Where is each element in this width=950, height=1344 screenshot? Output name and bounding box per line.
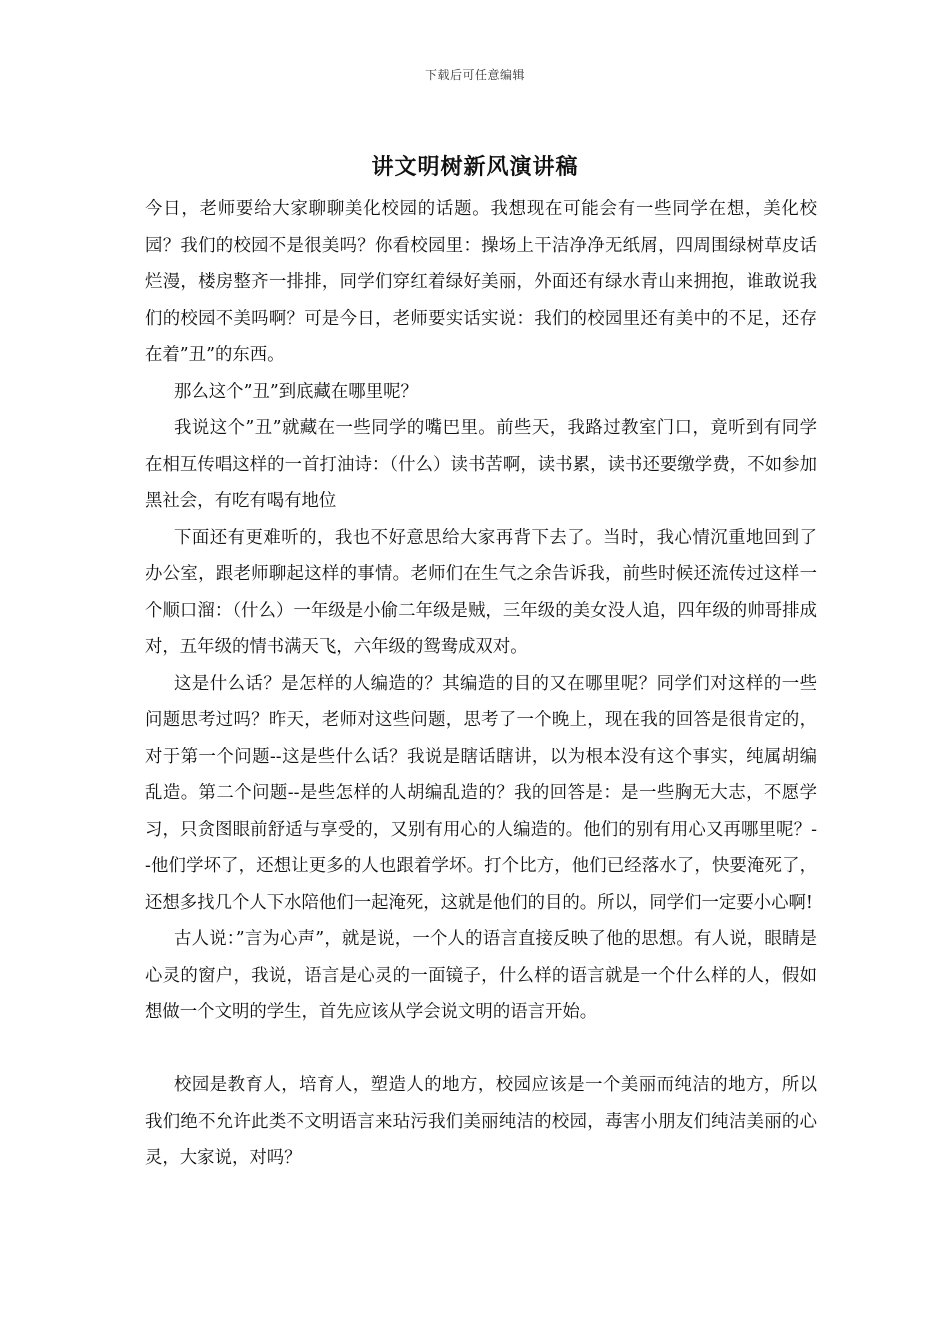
paragraph-1: 今日，老师要给大家聊聊美化校园的话题。我想现在可能会有一些同学在想，美化校园？我们的校园不是很美吗？你看校园里：操场上干洁净净无纸屑，四周围绿树草皮话烂漫，楼房整齐一排排，同学们穿红着绿好美丽，外面还有绿水青山来拥抱，谁敢说我们的校园不美吗啊？可是今日，老师要实话实说：我们的校园里还有美中的不足，还存在着”丑”的东西。 (145, 199, 817, 365)
paragraph-6: 古人说：”言为心声”，就是说，一个人的语言直接反映了他的思想。有人说，眼睛是心灵的窗户，我说，语言是心灵的一面镜子，什么样的语言就是一个什么样的人，假如想做一个文明的学生，首先应该从学会说文明的语言开始。 (145, 929, 817, 1022)
paragraph-3: 我说这个”丑”就藏在一些同学的嘴巴里。前些天，我路过教室门口，竟听到有同学在相互传唱这样的一首打油诗：（什么）读书苦啊，读书累，读书还要缴学费，不如参加黑社会，有吃有喝有地位 (145, 418, 817, 511)
paragraph-gap (145, 1031, 817, 1068)
paragraph-2: 那么这个”丑”到底藏在哪里呢？ (174, 381, 418, 402)
document-title: 讲文明树新风演讲稿 (371, 154, 579, 180)
paragraph-4: 下面还有更难听的，我也不好意思给大家再背下去了。当时，我心情沉重地回到了办公室，跟老师聊起这样的事情。老师们在生气之余告诉我，前些时候还流传过这样一个顺口溜：（什么）一年级是小偷二年级是贼，三年级的美女没人追，四年级的帅哥排成对，五年级的情书满天飞，六年级的鸳鸯成双对。 (145, 527, 817, 657)
paragraph-7: 校园是教育人，培育人，塑造人的地方，校园应该是一个美丽而纯洁的地方，所以我们绝不允许此类不文明语言来玷污我们美丽纯洁的校园，毒害小朋友们纯洁美丽的心灵，大家说，对吗？ (145, 1075, 817, 1168)
header-note: 下载后可任意编辑 (424, 68, 525, 82)
document-body (145, 191, 817, 1177)
paragraph-5: 这是什么话？是怎样的人编造的？其编造的目的又在哪里呢？同学们对这样的一些问题思考过吗？昨天，老师对这些问题，思考了一个晚上，现在我的回答是很肯定的，对于第一个问题--这是些什么话？我说是瞎话瞎讲，以为根本没有这个事实，纯属胡编乱造。第二个问题--是些怎样的人胡编乱造的？我的回答是：是一些胸无大志，不愿学习，只贪图眼前舒适与享受的，又别有用心的人编造的。他们的别有用心又再哪里呢？--他们学坏了，还想让更多的人也跟着学坏。打个比方，他们已经落水了，快要淹死了，还想多找几个人下水陪他们一起淹死，这就是他们的目的。所以，同学们一定要小心啊! (145, 673, 817, 913)
